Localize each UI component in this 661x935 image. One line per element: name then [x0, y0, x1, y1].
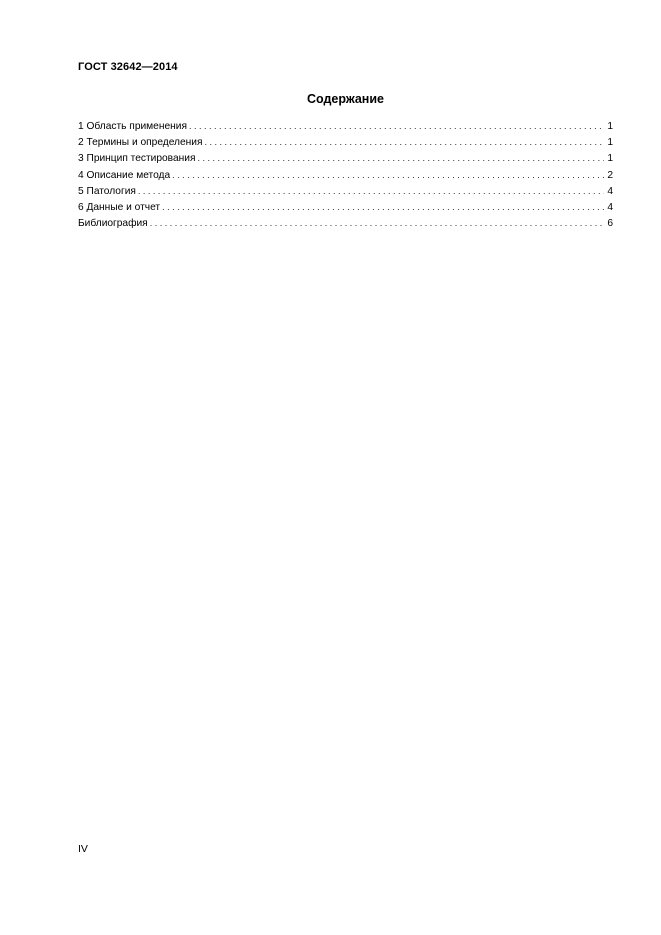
toc-item-label: Библиография — [78, 218, 148, 230]
toc-item-bibliography[interactable] — [78, 215, 613, 231]
toc-item-page: 1 — [607, 153, 613, 165]
toc-item-page: 4 — [607, 201, 613, 213]
toc-item-page: 1 — [607, 137, 613, 149]
toc-item-label: 2 Термины и определения — [78, 137, 203, 149]
toc-dot-leader — [162, 199, 604, 215]
toc-title: Содержание — [306, 92, 384, 106]
toc-dot-leader — [138, 183, 604, 199]
table-of-contents — [78, 118, 613, 231]
toc-item-page: 1 — [607, 121, 613, 132]
toc-item-pathology[interactable] — [78, 183, 613, 199]
toc-item-principle[interactable] — [78, 150, 613, 166]
toc-item-data-report[interactable] — [78, 199, 613, 215]
toc-item-page: 2 — [607, 169, 613, 181]
page-number: IV — [78, 843, 88, 855]
toc-dot-leader — [197, 150, 604, 166]
toc-item-page: 6 — [607, 218, 613, 230]
toc-item-label: 3 Принцип тестирования — [78, 153, 196, 165]
toc-item-label: 6 Данные и отчет — [78, 201, 161, 213]
document-code: ГОСТ 32642—2014 — [78, 61, 178, 73]
toc-item-scope[interactable] — [78, 118, 613, 134]
toc-item-label: 4 Описание метода — [78, 169, 171, 181]
toc-item-terms[interactable] — [78, 134, 613, 150]
toc-dot-leader — [150, 215, 604, 231]
toc-dot-leader — [172, 167, 604, 183]
toc-item-label: 1 Область применения — [78, 121, 187, 132]
toc-item-page: 4 — [607, 185, 613, 197]
toc-item-label: 5 Патология — [78, 185, 136, 197]
toc-dot-leader — [189, 118, 604, 134]
toc-item-method[interactable] — [78, 167, 613, 183]
toc-dot-leader — [204, 134, 604, 150]
